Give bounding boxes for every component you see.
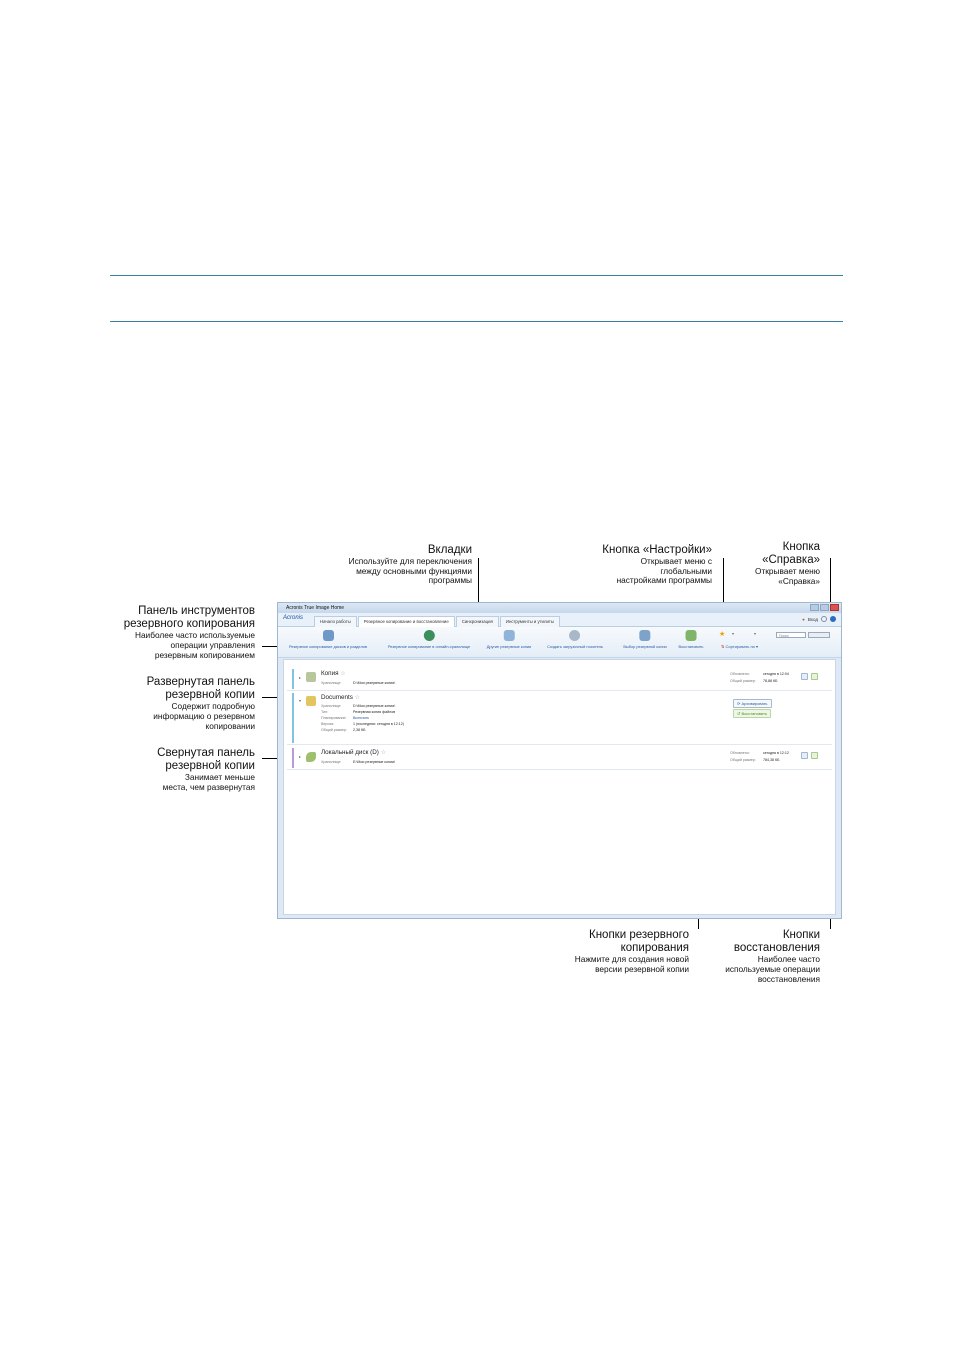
disc-icon — [570, 630, 581, 641]
window-title: Acronis True Image Home — [286, 605, 345, 611]
disk-backup-icon — [323, 630, 334, 641]
size-label: Общий размер: — [730, 679, 756, 683]
sort-icon: ⇅ — [721, 644, 725, 649]
tool-online-backup[interactable] — [388, 630, 470, 649]
updated-label: Обновлено: — [730, 672, 750, 676]
updated-row — [730, 751, 789, 755]
annotation-backup-buttons-desc: Нажмите для создания новой — [574, 954, 689, 965]
annotation-toolbar-title: резервного копирования — [123, 618, 255, 631]
annotation-toolbar-desc: операции управления — [170, 639, 255, 650]
main-tabs — [314, 616, 561, 627]
tool-disk-backup[interactable] — [289, 630, 367, 649]
backup-panel-local-disk[interactable] — [287, 747, 832, 770]
collapse-icon[interactable]: ▾ — [299, 698, 302, 703]
backup-now-button[interactable] — [801, 673, 808, 680]
backup-now-button[interactable] — [801, 752, 808, 759]
restore-icon — [685, 630, 696, 641]
expand-icon[interactable]: ▸ — [299, 675, 302, 680]
tool-restore[interactable] — [679, 630, 704, 649]
file-backup-icon — [306, 672, 316, 682]
expand-icon[interactable]: ▸ — [299, 754, 302, 759]
plan-value[interactable]: Включить — [353, 716, 370, 720]
tool-disk-backup-label: Резервное копирование дисков и разделов — [289, 644, 367, 649]
updated-row — [730, 672, 789, 676]
favorite-star-icon[interactable]: ☆ — [354, 695, 360, 701]
annotation-help-title: «Справка» — [762, 554, 820, 567]
folder-backup-icon — [306, 696, 316, 706]
annotation-help-title: Кнопка — [782, 541, 820, 553]
annotation-toolbar-desc: Наиболее часто используемые — [134, 630, 255, 641]
top-rule — [110, 275, 843, 276]
tag-icon[interactable]: ▾ — [754, 631, 757, 636]
select-backup-icon — [640, 630, 651, 641]
updated-value: сегодня в 12:12 — [763, 751, 789, 755]
plan-label: Планирование: — [321, 716, 347, 720]
search-button[interactable] — [808, 632, 830, 638]
archive-button[interactable] — [733, 699, 772, 708]
annotation-help — [755, 541, 820, 587]
backup-list — [283, 659, 836, 915]
restore-button-label: Восстановить — [741, 711, 768, 716]
tool-select-backup[interactable] — [623, 630, 666, 649]
backup-name — [321, 670, 346, 677]
versions-row — [321, 722, 404, 726]
filter-icon[interactable]: ▾ — [732, 631, 735, 636]
storage-label: Хранилище: — [321, 681, 342, 685]
minimize-button[interactable] — [810, 604, 819, 611]
versions-label: Версии: — [321, 722, 335, 726]
sort-by-label: Сортировать по — [725, 644, 755, 649]
tool-other-backups[interactable] — [487, 630, 531, 649]
bottom-rule — [110, 321, 843, 322]
maximize-button[interactable] — [820, 604, 829, 611]
annotation-tabs — [349, 544, 472, 586]
account-link[interactable]: Вход — [807, 616, 818, 622]
annotation-backup-buttons-desc: версии резервной копии — [595, 963, 689, 974]
tool-bootable-media[interactable] — [547, 630, 603, 649]
acronis-logo: Acronis — [283, 615, 304, 621]
annotation-toolbar-title: Панель инструментов — [138, 605, 255, 617]
type-row — [321, 710, 396, 714]
top-right-controls — [802, 616, 836, 622]
annotation-help-desc: «Справка» — [778, 575, 820, 586]
storage-value: D:\Мои резервные копии\ — [353, 681, 396, 685]
annotation-collapsed-title: резервной копии — [165, 760, 255, 773]
backup-name-text: Локальный диск (D) — [321, 749, 379, 756]
annotation-tabs-desc: Используйте для переключения — [348, 556, 472, 567]
backup-name — [321, 694, 360, 701]
annotation-restore-buttons-desc: восстановления — [757, 973, 820, 984]
annotation-restore-buttons-desc: Наиболее часто — [757, 954, 820, 965]
annotation-restore-buttons — [725, 929, 820, 984]
tool-restore-label: Восстановить — [678, 644, 704, 649]
window-controls — [810, 604, 839, 611]
backup-panel-documents[interactable] — [287, 692, 832, 745]
tab-tools[interactable]: Инструменты и утилиты — [500, 616, 560, 627]
backup-panel-kopiya[interactable] — [287, 668, 832, 691]
annotation-collapsed-desc: Занимает меньше — [184, 772, 255, 783]
size-row — [730, 758, 780, 762]
storage-row — [321, 760, 396, 764]
annotation-tabs-title: Вкладки — [427, 544, 472, 556]
annotation-toolbar-desc: резервным копированием — [154, 649, 255, 660]
tool-online-backup-label: Резервное копирование в онлайн-хранилище — [387, 644, 471, 649]
storage-row — [321, 704, 396, 708]
storage-row — [321, 681, 396, 685]
globe-icon — [424, 630, 435, 641]
backup-name-text: Documents — [321, 694, 353, 701]
type-label: Тип: — [321, 710, 328, 714]
sort-by-button[interactable]: ⇅ Сортировать по ▾ — [721, 644, 759, 649]
annotation-expanded — [147, 676, 255, 731]
updated-value: сегодня в 12:04 — [763, 672, 789, 676]
annotation-settings-desc: настройками программы — [616, 575, 712, 586]
tab-backup-restore[interactable]: Резервное копирование и восстановление — [358, 616, 455, 627]
user-icon: ● — [802, 616, 805, 622]
annotation-restore-buttons-title: восстановления — [733, 942, 820, 955]
size-label: Общий размер: — [321, 728, 347, 732]
tool-other-backups-label: Другие резервные копии — [486, 644, 532, 649]
annotation-expanded-desc: копировании — [205, 720, 255, 731]
size-value: 2,38 КБ — [353, 728, 366, 732]
backup-name-text: Копия — [321, 670, 339, 677]
annotation-backup-buttons — [575, 929, 689, 975]
gear-icon[interactable] — [821, 616, 827, 622]
help-icon[interactable] — [830, 616, 836, 622]
disk-backup-icon — [306, 752, 316, 762]
annotation-expanded-title: Развернутая панель — [146, 676, 255, 688]
storage-label: Хранилище: — [321, 704, 342, 708]
app-window — [277, 602, 842, 919]
annotation-settings-desc: глобальными — [660, 565, 712, 576]
backup-name — [321, 749, 386, 756]
storage-value: D:\Мои резервные копии\ — [353, 704, 396, 708]
favorite-star-icon[interactable]: ☆ — [380, 750, 386, 756]
annotation-collapsed — [157, 747, 255, 793]
size-row — [730, 679, 778, 683]
annotation-toolbar — [124, 605, 255, 660]
annotation-tabs-desc: программы — [428, 575, 472, 586]
type-value: Резервная копия файлов — [353, 710, 396, 714]
close-button[interactable] — [830, 604, 839, 611]
annotation-backup-buttons-title: Кнопки резервного — [589, 929, 689, 941]
tab-getting-started[interactable]: Начало работы — [314, 616, 357, 627]
annotation-collapsed-desc: места, чем развернутая — [162, 781, 255, 792]
archive-button-label: Архивировать — [741, 701, 768, 706]
restore-arrow-icon: ↺ — [737, 711, 741, 716]
tab-row — [278, 613, 841, 627]
size-label: Общий размер: — [730, 758, 756, 762]
plan-row — [321, 716, 370, 720]
restore-text-button[interactable] — [733, 709, 771, 718]
tool-bootable-media-label: Создать загрузочный носитель — [547, 644, 603, 649]
annotation-settings — [602, 544, 712, 586]
annotation-expanded-title: резервной копии — [165, 689, 255, 702]
tool-select-backup-label: Выбор резервной копии — [623, 644, 667, 649]
annotation-tabs-desc: между основными функциями — [356, 565, 472, 576]
backup-toolbar — [278, 627, 841, 658]
restore-button[interactable] — [811, 673, 818, 680]
panel-stripe — [292, 693, 294, 743]
restore-button[interactable] — [811, 752, 818, 759]
title-bar — [278, 603, 841, 613]
archive-icon: ⟳ — [737, 701, 741, 706]
annotation-restore-buttons-title: Кнопки — [782, 929, 820, 941]
panel-stripe — [292, 669, 294, 689]
annotation-restore-buttons-desc: используемые операции — [725, 963, 820, 974]
size-value: 784,38 КБ — [763, 758, 780, 762]
search-input[interactable]: Поиск — [776, 632, 806, 638]
annotation-expanded-desc: Содержит подробную — [171, 701, 255, 712]
annotation-help-desc: Открывает меню — [755, 566, 820, 577]
tab-sync[interactable]: Синхронизация — [456, 616, 499, 627]
annotation-backup-buttons-title: копирования — [620, 942, 689, 955]
annotation-expanded-desc: информацию о резервном — [153, 710, 255, 721]
star-icon[interactable]: ★ — [719, 631, 726, 638]
storage-value: E:\Мои резервные копии\ — [353, 760, 396, 764]
annotation-settings-title: Кнопка «Настройки» — [602, 544, 712, 556]
storage-label: Хранилище: — [321, 760, 342, 764]
updated-label: Обновлено: — [730, 751, 750, 755]
annotation-settings-desc: Открывает меню с — [640, 556, 712, 567]
size-row — [321, 728, 366, 732]
size-value: 78,88 КБ — [763, 679, 778, 683]
favorite-star-icon[interactable]: ☆ — [340, 671, 346, 677]
panel-stripe — [292, 748, 294, 768]
versions-value: 1 (последняя: сегодня в 12:12) — [353, 722, 404, 726]
other-backups-icon — [504, 630, 515, 641]
annotation-collapsed-title: Свернутая панель — [157, 747, 255, 759]
